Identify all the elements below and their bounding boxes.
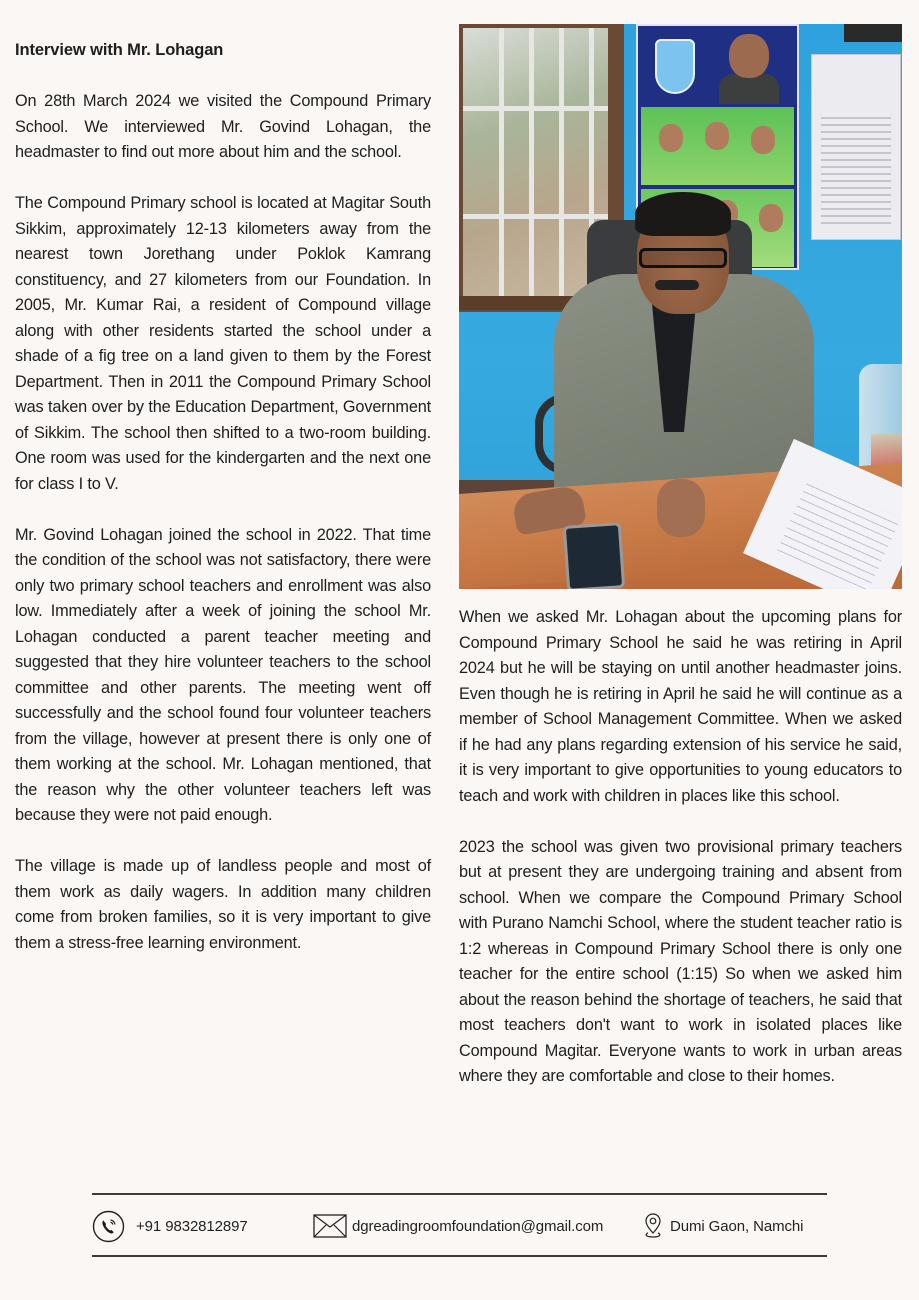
paragraph-future-plans: When we asked Mr. Lohagan about the upcoming plans for Compound Primary School he said he was retiring in April 2024 but he will be staying on until another headmaster joins. Even though he is retiring in April he said he will continue as a member of School Management Committee. When we asked if he had any plans regarding extension of his service he said, it is very important to give opportunities to young educators to teach and work with children in places like this school. bbox=[459, 608, 902, 805]
paragraph-school-history: The Compound Primary school is located at Magitar South Sikkim, approximately 12-13 kilometers away from the nearest town Jorethang under Poklok Kamrang constituency, and 27 kilometers from our Foundation. In 2005, Mr. Kumar Rai, a resident of Compound village along with other residents started the school under a shade of a fig tree on a land given to them by the Forest Department. Then in 2011 the Compound Primary School was taken over by the Education Department, Government of Sikkim. The school then shifted to a two-room building. One room was used for the kindergarten and the next one for class I to V. bbox=[15, 194, 431, 493]
map-pin-icon bbox=[643, 1212, 663, 1240]
email-address: dgreadingroomfoundation@gmail.com bbox=[352, 1217, 604, 1235]
right-column bbox=[459, 24, 902, 1115]
left-column bbox=[15, 38, 431, 982]
paragraph-intro: On 28th March 2024 we visited the Compound Primary School. We interviewed Mr. Govind Lohagan, the headmaster to find out more about him and the school. bbox=[15, 92, 431, 161]
paragraph-village: The village is made up of landless people and most of them work as daily wagers. In addition many children come from broken families, so it is very important to give them a stress-free learning environment. bbox=[15, 857, 431, 952]
contact-phone[interactable] bbox=[92, 1208, 248, 1244]
school-emblem bbox=[655, 39, 695, 94]
phone-icon bbox=[92, 1210, 125, 1243]
phone-number: +91 9832812897 bbox=[136, 1217, 248, 1235]
paragraph-headmaster-joining: Mr. Govind Lohagan joined the school in 2022. That time the condition of the school was not satisfactory, there were only two primary school teachers and enrollment was also low. Immediately after a week of joining the school Mr. Lohagan conducted a parent teacher meeting and suggested that they hire volunteer teachers to the school committee and other parents. The meeting went off successfully and the school found four volunteer teachers from the village, however at present there is only one of them working at the school. Mr. Lohagan mentioned, that the reason why the other volunteer teachers left was because they were not paid enough. bbox=[15, 525, 431, 824]
footer-bottom-rule bbox=[92, 1255, 827, 1257]
headmaster-photo bbox=[459, 24, 902, 589]
contact-footer bbox=[92, 1208, 827, 1244]
contact-location[interactable] bbox=[643, 1208, 803, 1244]
article-title: Interview with Mr. Lohagan bbox=[15, 41, 224, 59]
location-text: Dumi Gaon, Namchi bbox=[670, 1217, 804, 1235]
contact-email[interactable] bbox=[313, 1208, 603, 1244]
footer-top-rule bbox=[92, 1193, 827, 1195]
paragraph-teacher-shortage: 2023 the school was given two provisional primary teachers but at present they are undergoing training and absent from school. When we compare the Compound Primary School with Purano Namchi School, where the student teacher ratio is 1:2 whereas in Compound Primary School there is only one teacher for the entire school (1:15) So when we asked him about the reason behind the shortage of teachers, he said that most teachers don't want to work in isolated places like Compound Magitar. Everyone wants to work in urban areas where they are comfortable and close to their homes. bbox=[459, 837, 902, 1085]
envelope-icon bbox=[313, 1214, 347, 1238]
mobile-phone bbox=[563, 522, 625, 589]
